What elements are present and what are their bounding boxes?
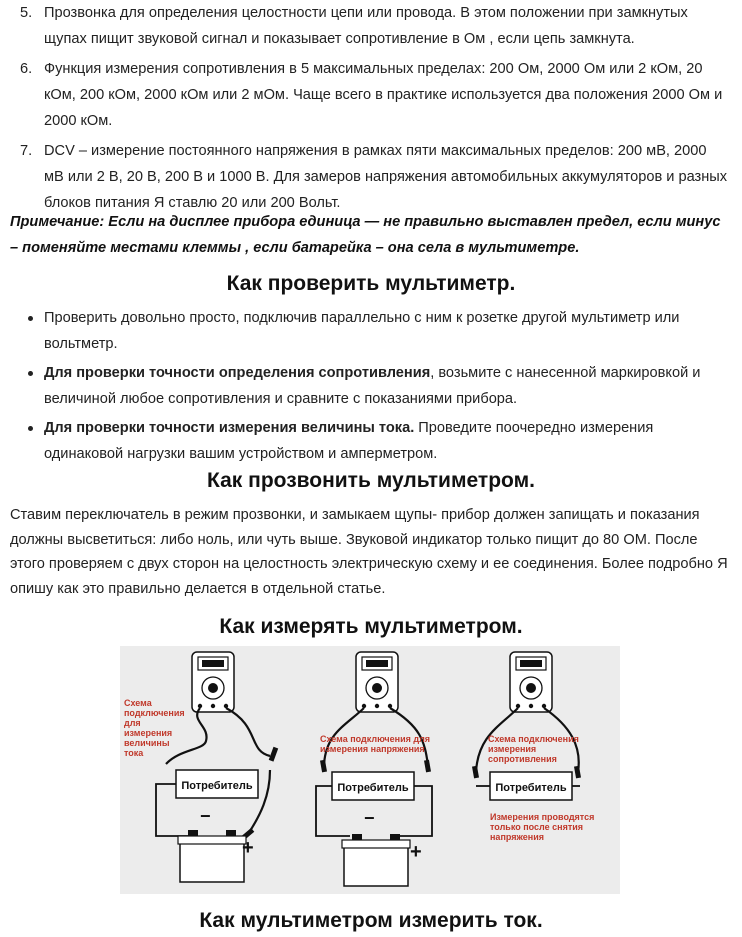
plus-sign: + <box>242 837 254 859</box>
note-paragraph: Примечание: Если на дисплее прибора единица — не правильно выставлен предел, если минус – поменяйте местами клеммы , если батарейка – она села в мультиметре. <box>10 214 721 256</box>
bullet-bold: Для проверки точности определения сопротивления <box>44 365 431 381</box>
wiring-diagram-svg <box>120 646 620 894</box>
list-number: 7. <box>20 143 33 159</box>
bullet-item <box>0 305 742 357</box>
bullet-bold: Для проверки точности измерения величины тока. <box>44 420 415 436</box>
bullet-item <box>0 415 742 467</box>
caption-resistance: Схема подключения измерения сопротивления <box>488 734 579 764</box>
caption-voltage: Схема подключения для измерения напряжения <box>320 734 431 754</box>
bullet-text: , возьмите с нанесенной маркировкой и величиной любое сопротивления и сравните с показаниями прибора. <box>44 365 701 407</box>
resistance-note: Измерения проводятся только после снятия напряжения <box>490 812 595 842</box>
list-number: 5. <box>20 5 33 21</box>
battery-icon <box>342 834 410 886</box>
list-item <box>0 0 742 52</box>
list-item <box>0 56 742 134</box>
paragraph-continuity: Ставим переключатель в режим прозвонки, и замыкаем щупы- прибор должен запищать и показания должны высветиться: либо ноль, или чуть выше. Звуковой индикатор только пищит до 80 ОМ. После этого проверяем с двух сторон на целостность электрическую схему и ее соединения. Более подробно Я опишу как это правильно делается в отдельной статье. <box>10 507 728 597</box>
bullet-list <box>0 305 742 467</box>
bullet-dot <box>28 371 33 376</box>
consumer-label: Потребитель <box>495 782 567 794</box>
heading-current: Как мультиметром измерить ток. <box>199 909 543 932</box>
heading-continuity: Как прозвонить мультиметром. <box>207 469 535 492</box>
battery-icon <box>178 830 246 882</box>
list-text: DCV – измерение постоянного напряжения в рамках пяти максимальных пределов: 200 мВ, 2000 мВ или 2 В, 20 В, 200 В и 1000 В. Для замеров напряжения автомобильных аккумуляторов и разных блоков питания Я ставлю 20 или 200 Вольт. <box>44 143 728 211</box>
heading-check: Как проверить мультиметр. <box>226 272 516 295</box>
bullet-text: Проверить довольно просто, подключив параллельно с ним к розетке другой мультиметр или вольтметр. <box>44 310 680 352</box>
list-item <box>0 138 742 216</box>
minus-sign: − <box>200 806 211 826</box>
caption-current: Схема подключения для измерения величины тока <box>124 698 185 758</box>
minus-sign: − <box>364 808 375 828</box>
multimeter-icon <box>356 652 398 712</box>
numbered-list <box>0 0 742 220</box>
consumer-label: Потребитель <box>181 780 253 792</box>
heading-measure: Как измерять мультиметром. <box>219 615 523 638</box>
bullet-dot <box>28 316 33 321</box>
multimeter-icon <box>510 652 552 712</box>
consumer-label: Потребитель <box>337 782 409 794</box>
wiring-diagram <box>120 646 620 894</box>
bullet-item <box>0 360 742 412</box>
plus-sign: + <box>410 841 422 863</box>
list-text: Функция измерения сопротивления в 5 максимальных пределах: 200 Ом, 2000 Ом или 2 кОм, 20 кОм, 200 кОм, 2000 кОм или 2 мОм. Чаще всего в практике используется два положения 2000 Ом и 2000 кОм. <box>44 61 723 129</box>
multimeter-icon <box>192 652 234 712</box>
list-number: 6. <box>20 61 33 77</box>
list-text: Прозвонка для определения целостности цепи или провода. В этом положении при замкнутых щупах пищит звуковой сигнал и показывает сопротивление в Ом , если цепь замкнута. <box>44 5 688 47</box>
bullet-dot <box>28 426 33 431</box>
bullet-text: Проведите поочередно измерения одинаковой нагрузки вашим устройством и амперметром. <box>44 420 654 462</box>
